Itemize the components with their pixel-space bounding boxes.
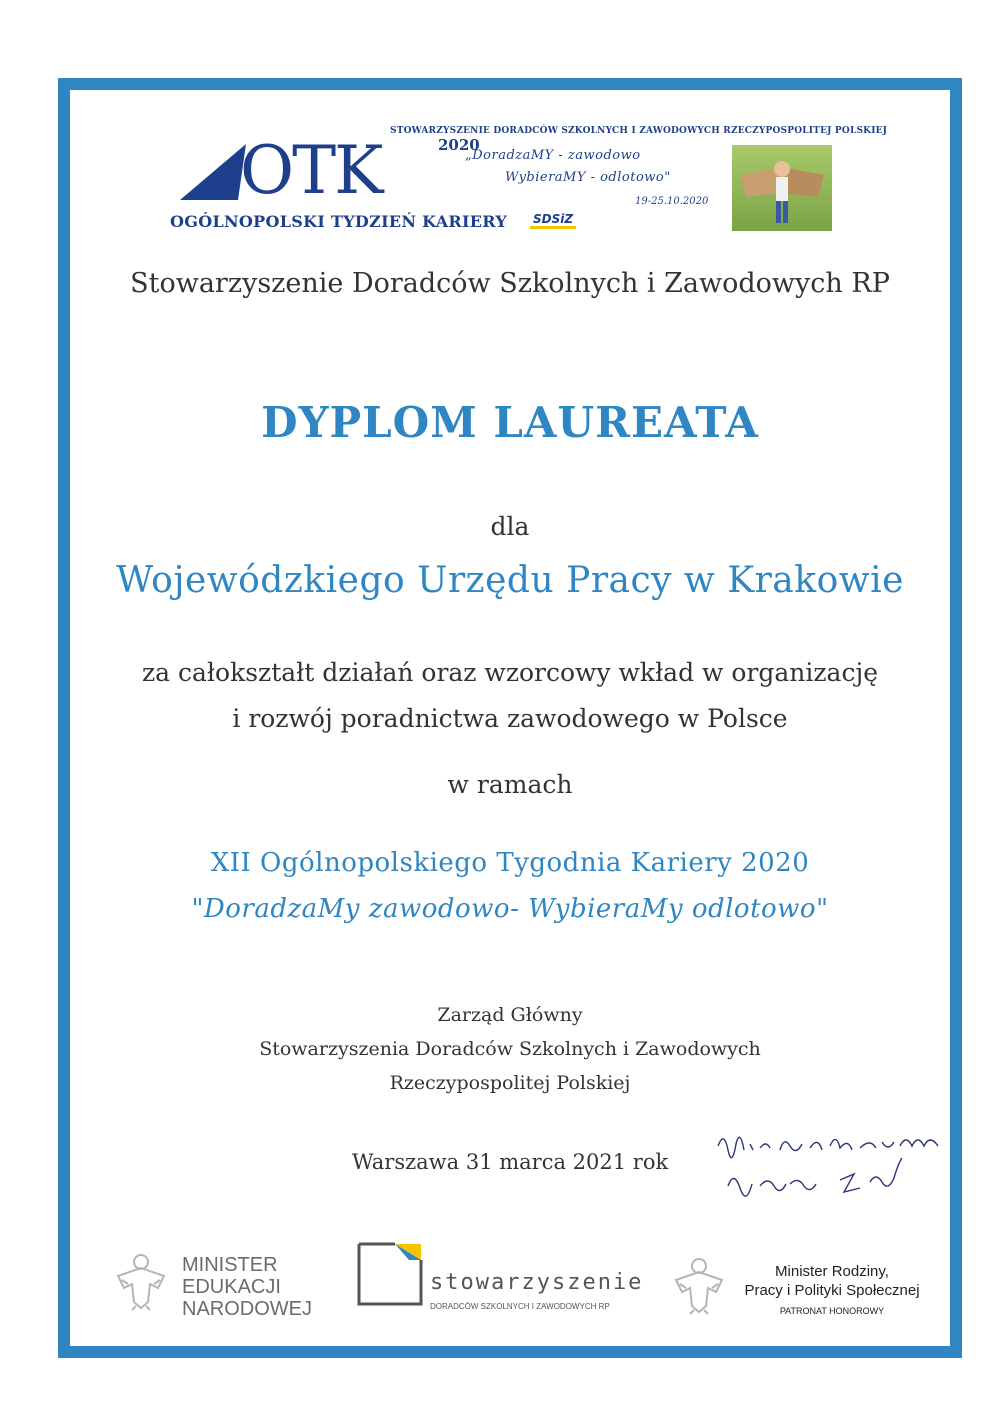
minister-education-line-1: MINISTER [182, 1254, 278, 1276]
board-line-2: Stowarzyszenia Doradców Szkolnych i Zawodowych [259, 1038, 761, 1060]
sdsiz-badge: SDSiZ [530, 212, 576, 229]
minister-education-text [182, 1254, 312, 1320]
slogan-line-2: WybieraMY - odlotowo" [505, 170, 671, 185]
for-word: dla [490, 512, 530, 541]
within-text: w ramach [447, 770, 573, 799]
slogan-dates: 19-25.10.2020 [635, 196, 709, 207]
polish-eagle-emblem-icon [112, 1248, 170, 1312]
sdsiz-logo-word: stowarzyszenie [430, 1270, 644, 1295]
reason-line-1: za całokształt działań oraz wzorcowy wkład w organizację [141, 658, 879, 687]
reason-line-2: i rozwój poradnictwa zawodowego w Polsce [232, 704, 788, 733]
otk-logo-year: 2020 [438, 136, 480, 154]
child-with-cardboard-wings-photo [732, 145, 832, 231]
handwritten-signature [710, 1126, 960, 1226]
minister-education-line-3: NARODOWEJ [182, 1298, 312, 1320]
sdsiz-logo-subtitle: DORADCÓW SZKOLNYCH I ZAWODOWYCH RP [430, 1302, 610, 1311]
diploma-frame [58, 78, 962, 1358]
organization-title: Stowarzyszenie Doradców Szkolnych i Zawodowych RP [130, 268, 890, 299]
place-and-date: Warszawa 31 marca 2021 rok [352, 1150, 669, 1174]
diploma-title: DYPLOM LAUREATA [261, 398, 759, 447]
minister-family-line-2: Pracy i Polityki Społecznej [744, 1282, 920, 1299]
sdsiz-square-logo-icon [355, 1240, 425, 1308]
slogan-line-1: „DoradzaMY - zawodowo [465, 148, 641, 163]
otk-logo [180, 132, 480, 209]
board-line-3: Rzeczypospolitej Polskiej [389, 1072, 631, 1094]
minister-family-line-1: Minister Rodziny, [775, 1263, 889, 1280]
otk-logo-word: OTK [240, 132, 382, 209]
minister-education-line-2: EDUKACJI [182, 1276, 281, 1298]
polish-eagle-emblem-icon-right [670, 1252, 728, 1316]
minister-family-text [732, 1262, 932, 1300]
otk-subtitle: OGÓLNOPOLSKI TYDZIEŃ KARIERY [170, 212, 508, 231]
event-line-1: XII Ogólnopolskiego Tygodnia Kariery 2020 [210, 848, 810, 878]
recipient-name: Wojewódzkiego Urzędu Pracy w Krakowie [116, 560, 904, 601]
association-header-text: STOWARZYSZENIE DORADCÓW SZKOLNYCH I ZAWODOWYCH RZECZYPOSPOLITEJ POLSKIEJ [390, 126, 888, 136]
event-line-2: "DoradzaMy zawodowo- WybieraMy odlotowo" [191, 894, 829, 924]
board-line-1: Zarząd Główny [437, 1004, 583, 1026]
honorary-patronage-text: PATRONAT HONOROWY [779, 1306, 885, 1316]
